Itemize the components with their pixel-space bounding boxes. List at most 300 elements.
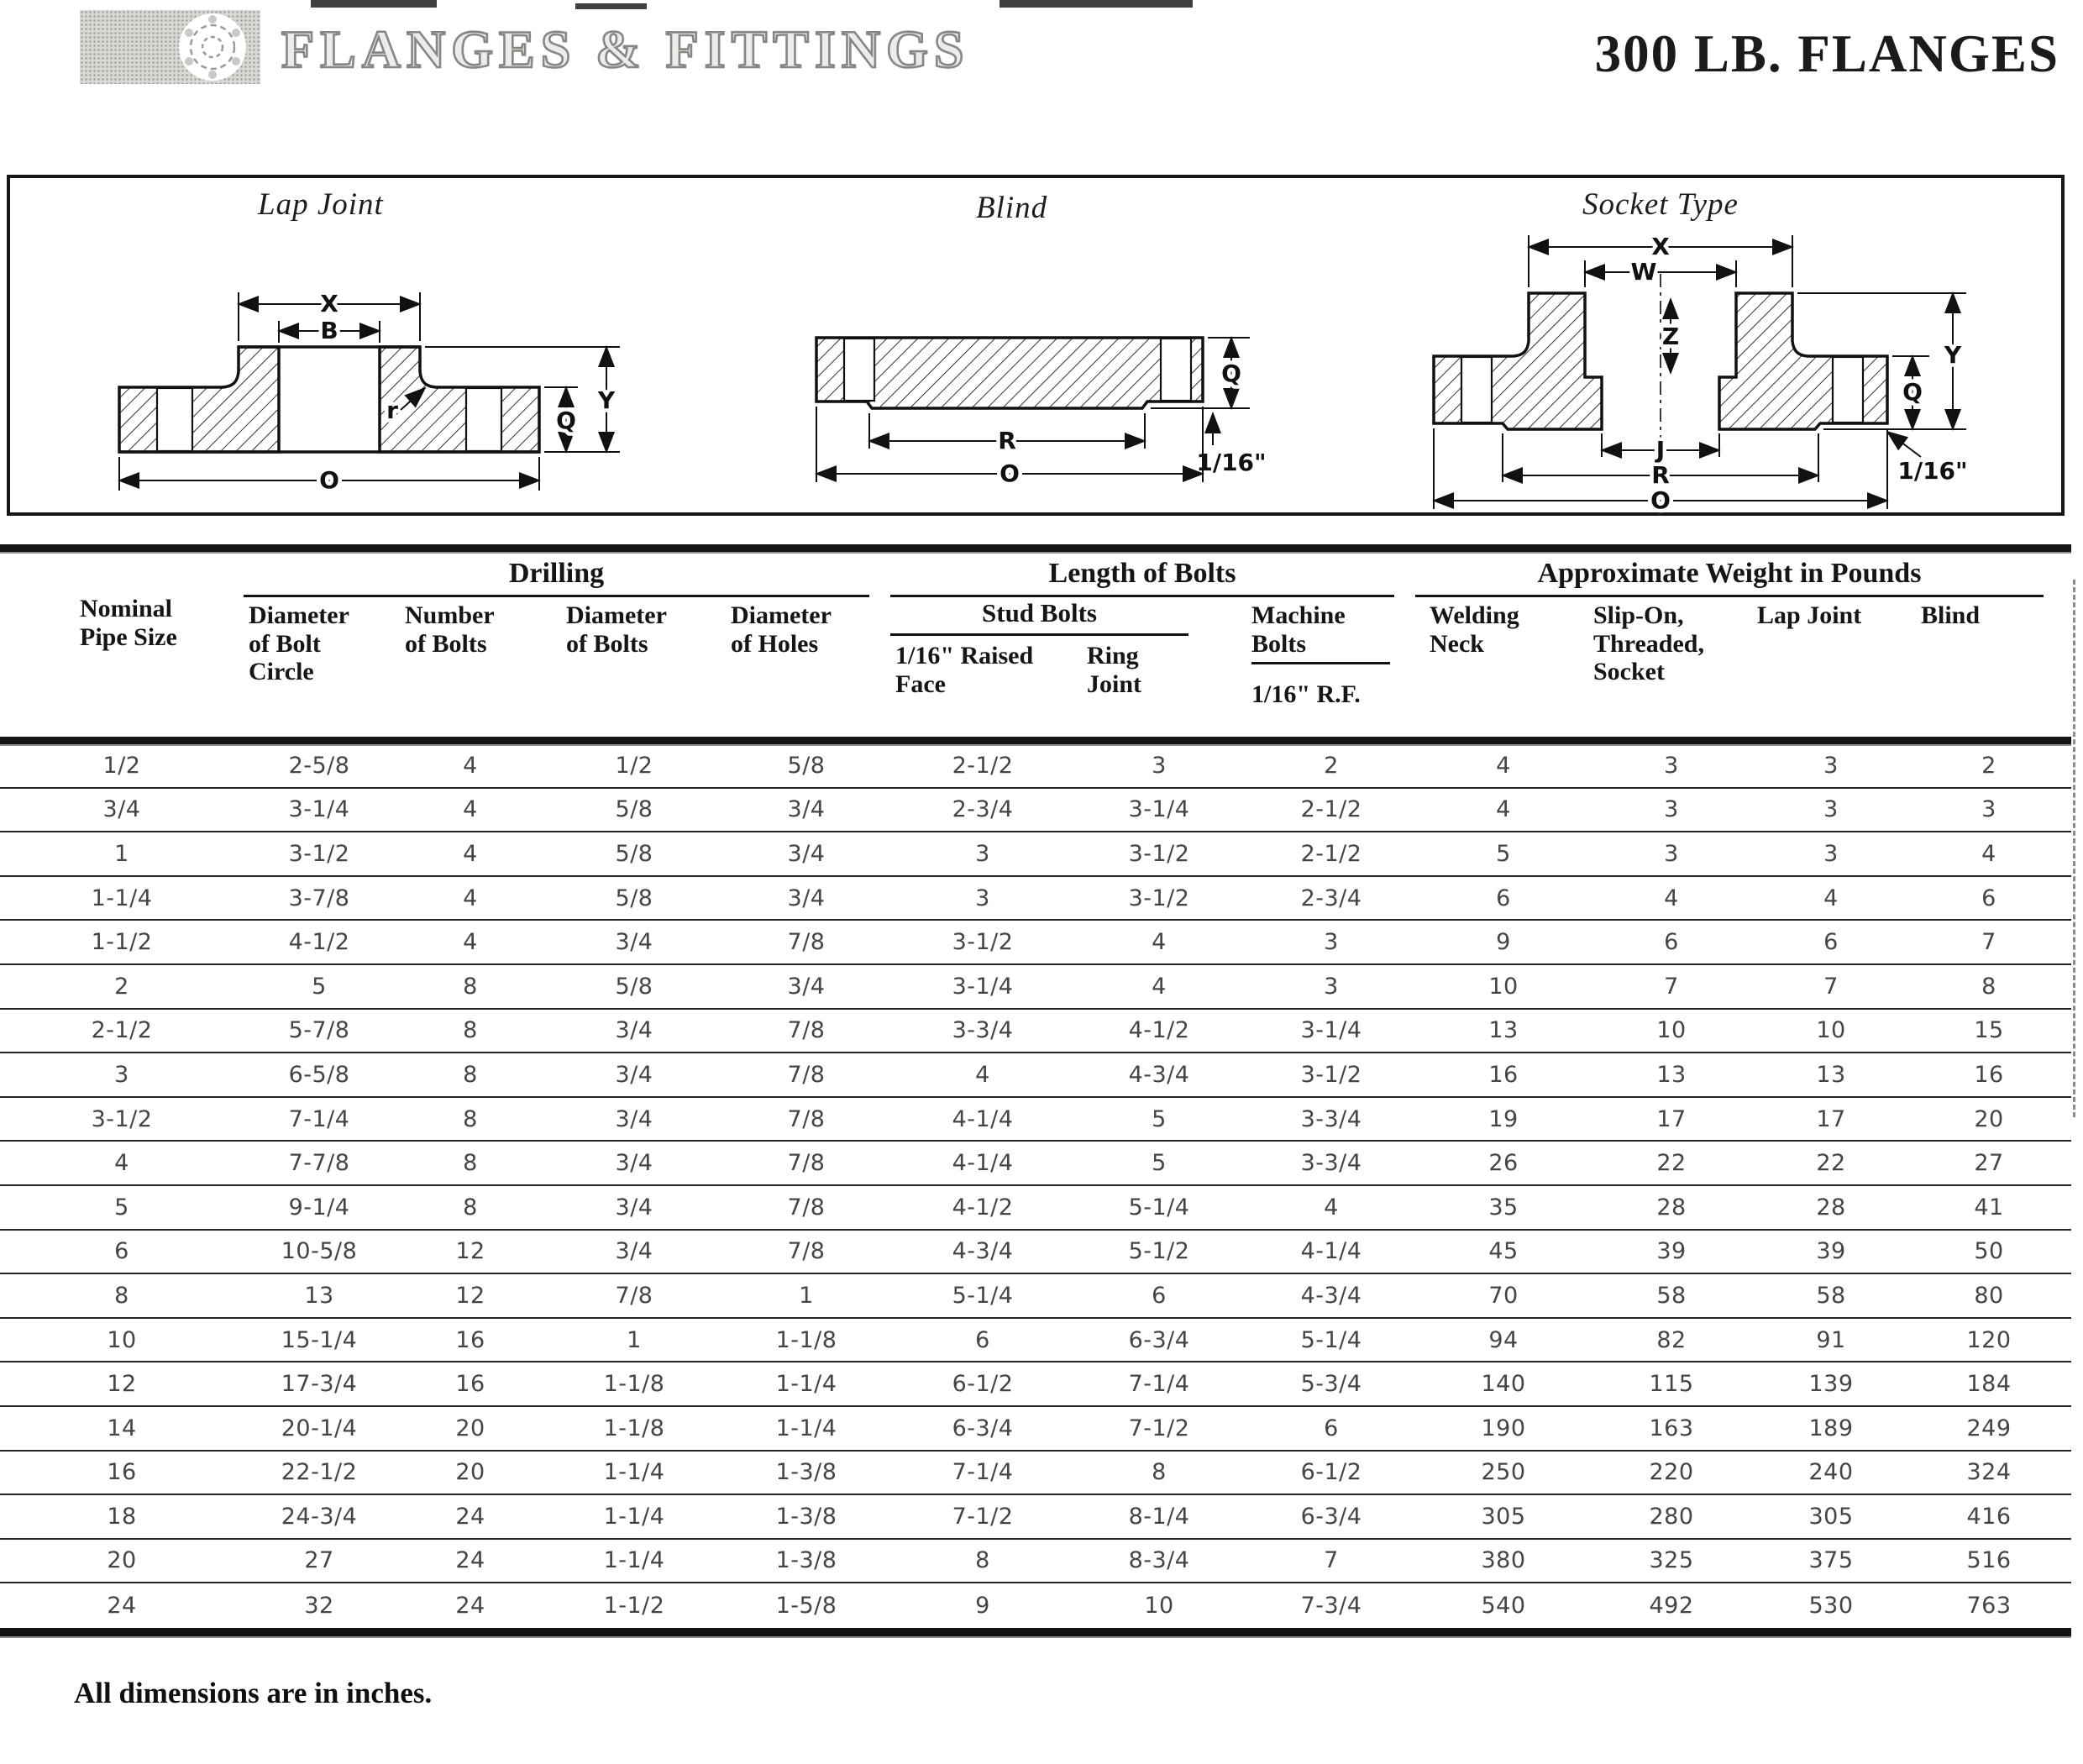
cell: 7 [1324, 1547, 1339, 1574]
dim-j-label: J [1655, 436, 1666, 464]
cell: 7-3/4 [1300, 1593, 1362, 1620]
cell: 4 [1496, 752, 1511, 779]
lap-joint-label: Lap Joint [258, 187, 384, 222]
cell: 2 [1981, 752, 1996, 779]
cell: 3-1/4 [1128, 796, 1190, 823]
cell: 7/8 [787, 1017, 826, 1044]
cell: 2-1/2 [952, 752, 1014, 779]
header-stud-raised-face: 1/16" Raised Face [895, 642, 1034, 698]
cell: 3-3/4 [1300, 1105, 1362, 1132]
cell: 4 [1496, 796, 1511, 823]
cell: 94 [1488, 1326, 1519, 1353]
cell: 4 [463, 929, 478, 956]
cell: 1 [627, 1326, 642, 1353]
cell: 1-3/8 [775, 1547, 837, 1574]
cell: 7/8 [787, 1105, 826, 1132]
dim-y-label: Y [1944, 341, 1962, 369]
cell: 16 [455, 1371, 485, 1398]
scan-artifact [575, 3, 647, 9]
cell: 1-1/8 [603, 1371, 665, 1398]
cell: 5 [1496, 840, 1511, 867]
table-row [0, 1319, 2071, 1363]
cell: 22 [1656, 1150, 1687, 1177]
cell: 20 [455, 1459, 485, 1486]
cell: 4 [1152, 929, 1167, 956]
cell: 5-1/4 [1128, 1194, 1190, 1221]
cell: 4 [114, 1150, 129, 1177]
cell: 5-1/4 [1300, 1326, 1362, 1353]
page-title: 300 LB. FLANGES [1594, 24, 2059, 83]
header-machine-rf: 1/16" R.F. [1251, 680, 1361, 708]
table-row [0, 877, 2071, 921]
cell: 7-1/4 [288, 1105, 350, 1132]
cell: 4-1/4 [1300, 1238, 1362, 1265]
table-row [0, 1540, 2071, 1584]
table-row [0, 1407, 2071, 1452]
cell: 280 [1649, 1503, 1694, 1530]
cell: 8-3/4 [1128, 1547, 1190, 1574]
cell: 530 [1808, 1593, 1854, 1620]
table-header [0, 554, 2071, 737]
cell: 70 [1488, 1282, 1519, 1309]
group-length-of-bolts: Length of Bolts [890, 558, 1394, 597]
blind-diagram [741, 237, 1278, 514]
cell: 2-1/2 [91, 1017, 153, 1044]
cell: 10 [1488, 973, 1519, 1000]
table-row [0, 789, 2071, 833]
dim-r-label: r [386, 396, 398, 424]
cell: 6-5/8 [288, 1061, 350, 1088]
cell: 7 [1823, 973, 1839, 1000]
header-dia-bolts: Diameter of Bolts [566, 601, 667, 658]
cell: 2-1/2 [1300, 796, 1362, 823]
dim-z-label: Z [1661, 323, 1680, 350]
cell: 3-1/4 [1300, 1017, 1362, 1044]
cell: 1-1/2 [91, 929, 153, 956]
cell: 7/8 [787, 1150, 826, 1177]
cell: 26 [1488, 1150, 1519, 1177]
cell: 58 [1816, 1282, 1846, 1309]
cell: 22 [1816, 1150, 1846, 1177]
cell: 8 [463, 1194, 478, 1221]
cell: 39 [1656, 1238, 1687, 1265]
cell: 492 [1649, 1593, 1694, 1620]
diagram-panel [7, 175, 2065, 516]
cell: 1-5/8 [775, 1593, 837, 1620]
socket-type-label: Socket Type [1582, 187, 1739, 222]
cell: 7 [1981, 929, 1996, 956]
cell: 6 [1823, 929, 1839, 956]
header-dia-holes: Diameter of Holes [731, 601, 832, 658]
cell: 7-1/4 [1128, 1371, 1190, 1398]
cell: 8 [463, 1017, 478, 1044]
cell: 120 [1966, 1326, 2012, 1353]
cell: 24 [455, 1503, 485, 1530]
cell: 7/8 [615, 1282, 653, 1309]
scan-artifact [1000, 0, 1193, 8]
cell: 3 [1152, 752, 1167, 779]
cell: 6-1/2 [1300, 1459, 1362, 1486]
cell: 7/8 [787, 929, 826, 956]
cell: 15-1/4 [281, 1326, 358, 1353]
cell: 6 [1664, 929, 1679, 956]
cell: 22-1/2 [281, 1459, 358, 1486]
cell: 6 [1152, 1282, 1167, 1309]
cell: 9-1/4 [288, 1194, 350, 1221]
cell: 763 [1966, 1593, 2012, 1620]
dim-q-label: Q [1902, 378, 1923, 406]
cell: 249 [1966, 1415, 2012, 1441]
cell: 5-1/2 [1128, 1238, 1190, 1265]
cell: 8-1/4 [1128, 1503, 1190, 1530]
dim-w-label: W [1630, 258, 1657, 286]
cell: 10 [1816, 1017, 1846, 1044]
cell: 380 [1481, 1547, 1526, 1574]
scan-artifact [2073, 580, 2075, 1117]
cell: 5/8 [787, 752, 826, 779]
cell: 7/8 [787, 1061, 826, 1088]
dim-o-label: O [1000, 459, 1020, 487]
cell: 4 [1324, 1194, 1339, 1221]
cell: 10 [1656, 1017, 1687, 1044]
table-row [0, 1142, 2071, 1186]
cell: 240 [1808, 1459, 1854, 1486]
cell: 2 [114, 973, 129, 1000]
cell: 4-1/4 [952, 1105, 1014, 1132]
cell: 325 [1649, 1547, 1694, 1574]
cell: 13 [1488, 1017, 1519, 1044]
cell: 8 [463, 1061, 478, 1088]
header-nominal-pipe-size: Nominal Pipe Size [80, 595, 177, 651]
cell: 3-1/2 [1300, 1061, 1362, 1088]
cell: 7/8 [787, 1238, 826, 1265]
cell: 8 [975, 1547, 990, 1574]
cell: 7-1/4 [952, 1459, 1014, 1486]
cell: 3-1/2 [91, 1105, 153, 1132]
cell: 3-3/4 [952, 1017, 1014, 1044]
group-weight: Approximate Weight in Pounds [1415, 558, 2044, 597]
cell: 5-3/4 [1300, 1371, 1362, 1398]
cell: 4 [1823, 885, 1839, 911]
cell: 3/4 [615, 1238, 653, 1265]
cell: 516 [1966, 1547, 2012, 1574]
table-row [0, 1362, 2071, 1407]
cell: 1-3/8 [775, 1459, 837, 1486]
cell: 4-1/2 [952, 1194, 1014, 1221]
cell: 18 [107, 1503, 137, 1530]
cell: 3/4 [615, 1105, 653, 1132]
company-logo [80, 10, 260, 84]
cell: 6 [1496, 885, 1511, 911]
cell: 2-3/4 [952, 796, 1014, 823]
cell: 35 [1488, 1194, 1519, 1221]
cell: 1-3/8 [775, 1503, 837, 1530]
cell: 5/8 [615, 840, 653, 867]
cell: 540 [1481, 1593, 1526, 1620]
cell: 12 [455, 1282, 485, 1309]
cell: 20 [107, 1547, 137, 1574]
cell: 7-1/2 [1128, 1415, 1190, 1441]
cell: 189 [1808, 1415, 1854, 1441]
scan-artifact [311, 0, 437, 8]
cell: 8 [1981, 973, 1996, 1000]
cell: 375 [1808, 1547, 1854, 1574]
header-number-of-bolts: Number of Bolts [405, 601, 495, 658]
dim-x-label: X [1651, 233, 1670, 260]
cell: 3/4 [787, 796, 826, 823]
cell: 2 [1324, 752, 1339, 779]
dim-r-label: R [1651, 461, 1670, 489]
cell: 220 [1649, 1459, 1694, 1486]
cell: 3/4 [615, 1150, 653, 1177]
cell: 50 [1974, 1238, 2004, 1265]
cell: 6 [1981, 885, 1996, 911]
cell: 3 [114, 1061, 129, 1088]
cell: 5 [312, 973, 327, 1000]
cell: 250 [1481, 1459, 1526, 1486]
cell: 3/4 [102, 796, 141, 823]
table-row [0, 1231, 2071, 1275]
cell: 19 [1488, 1105, 1519, 1132]
table-body [0, 744, 2071, 1628]
cell: 3/4 [615, 1017, 653, 1044]
table-row [0, 744, 2071, 789]
cell: 1 [799, 1282, 814, 1309]
cell: 3/4 [787, 885, 826, 911]
cell: 3 [1664, 840, 1679, 867]
cell: 20 [1974, 1105, 2004, 1132]
cell: 39 [1816, 1238, 1846, 1265]
cell: 305 [1481, 1503, 1526, 1530]
header-ring-joint: Ring Joint [1087, 642, 1142, 698]
cell: 6-3/4 [952, 1415, 1014, 1441]
cell: 3 [1823, 840, 1839, 867]
cell: 8 [463, 1150, 478, 1177]
cell: 4 [1152, 973, 1167, 1000]
header-lap-joint: Lap Joint [1757, 601, 1862, 629]
header-welding-neck: Welding Neck [1430, 601, 1519, 658]
cell: 2-1/2 [1300, 840, 1362, 867]
cell: 13 [1656, 1061, 1687, 1088]
cell: 6 [114, 1238, 129, 1265]
table-row [0, 1186, 2071, 1231]
cell: 8 [463, 973, 478, 1000]
cell: 6-1/2 [952, 1371, 1014, 1398]
table-row [0, 1495, 2071, 1540]
socket-type-diagram [1375, 180, 2013, 516]
cell: 3/4 [787, 840, 826, 867]
cell: 6-3/4 [1300, 1503, 1362, 1530]
table-row [0, 1583, 2071, 1628]
cell: 45 [1488, 1238, 1519, 1265]
flange-logo-icon [80, 10, 260, 84]
cell: 24-3/4 [281, 1503, 358, 1530]
cell: 5 [1152, 1150, 1167, 1177]
cell: 16 [1974, 1061, 2004, 1088]
cell: 7/8 [787, 1194, 826, 1221]
cell: 28 [1656, 1194, 1687, 1221]
cell: 3-1/2 [288, 840, 350, 867]
cell: 4 [463, 752, 478, 779]
group-drilling: Drilling [244, 558, 869, 597]
cell: 1-1/4 [603, 1459, 665, 1486]
cell: 4 [1664, 885, 1679, 911]
cell: 2-3/4 [1300, 885, 1362, 911]
cell: 6 [1324, 1415, 1339, 1441]
lap-joint-diagram [69, 232, 648, 509]
cell: 3-3/4 [1300, 1150, 1362, 1177]
cell: 12 [455, 1238, 485, 1265]
cell: 305 [1808, 1503, 1854, 1530]
cell: 10-5/8 [281, 1238, 358, 1265]
cell: 4-1/2 [1128, 1017, 1190, 1044]
cell: 28 [1816, 1194, 1846, 1221]
cell: 163 [1649, 1415, 1694, 1441]
cell: 5-1/4 [952, 1282, 1014, 1309]
dim-y-label: Y [597, 386, 616, 414]
cell: 3 [1324, 929, 1339, 956]
dim-q-label: Q [556, 407, 576, 434]
cell: 13 [304, 1282, 334, 1309]
cell: 8 [114, 1282, 129, 1309]
cell: 12 [107, 1371, 137, 1398]
cell: 3/4 [615, 1194, 653, 1221]
cell: 1-1/4 [603, 1503, 665, 1530]
cell: 1 [114, 840, 129, 867]
cell: 91 [1816, 1326, 1846, 1353]
cell: 3 [1981, 796, 1996, 823]
cell: 6 [975, 1326, 990, 1353]
cell: 17-3/4 [281, 1371, 358, 1398]
cell: 7-7/8 [288, 1150, 350, 1177]
header-slip-on: Slip-On, Threaded, Socket [1593, 601, 1704, 686]
dim-b-label: B [320, 317, 338, 344]
cell: 17 [1816, 1105, 1846, 1132]
cell: 3 [975, 840, 990, 867]
cell: 1-1/4 [775, 1371, 837, 1398]
cell: 1/2 [102, 752, 141, 779]
cell: 3 [1823, 796, 1839, 823]
cell: 16 [1488, 1061, 1519, 1088]
cell: 82 [1656, 1326, 1687, 1353]
table-row [0, 1274, 2071, 1319]
dim-sixteenth-label: 1/16" [1897, 457, 1968, 485]
cell: 32 [304, 1593, 334, 1620]
cell: 4 [463, 885, 478, 911]
cell: 416 [1966, 1503, 2012, 1530]
cell: 3/4 [787, 973, 826, 1000]
cell: 14 [107, 1415, 137, 1441]
dim-o-label: O [319, 466, 339, 494]
cell: 139 [1808, 1371, 1854, 1398]
table-row [0, 832, 2071, 877]
cell: 8 [463, 1105, 478, 1132]
cell: 1/2 [615, 752, 653, 779]
cell: 5 [1152, 1105, 1167, 1132]
cell: 7-1/2 [952, 1503, 1014, 1530]
cell: 1-1/4 [91, 885, 153, 911]
cell: 5/8 [615, 796, 653, 823]
dim-x-label: X [320, 290, 338, 318]
cell: 115 [1649, 1371, 1694, 1398]
cell: 20 [455, 1415, 485, 1441]
brand-title: FLANGES & FITTINGS [281, 19, 970, 79]
cell: 4-3/4 [1128, 1061, 1190, 1088]
cell: 3-1/2 [1128, 885, 1190, 911]
cell: 2-5/8 [288, 752, 350, 779]
cell: 140 [1481, 1371, 1526, 1398]
cell: 184 [1966, 1371, 2012, 1398]
cell: 3-1/2 [952, 929, 1014, 956]
cell: 3 [1664, 796, 1679, 823]
cell: 58 [1656, 1282, 1687, 1309]
cell: 1-1/2 [603, 1593, 665, 1620]
cell: 27 [1974, 1150, 2004, 1177]
table-row [0, 1010, 2071, 1054]
cell: 4-1/2 [288, 929, 350, 956]
dim-o-label: O [1650, 486, 1671, 514]
cell: 4 [1981, 840, 1996, 867]
cell: 6-3/4 [1128, 1326, 1190, 1353]
cell: 190 [1481, 1415, 1526, 1441]
table-row [0, 965, 2071, 1010]
table-row [0, 1452, 2071, 1496]
cell: 7 [1664, 973, 1679, 1000]
cell: 3/4 [615, 929, 653, 956]
cell: 41 [1974, 1194, 2004, 1221]
cell: 5/8 [615, 973, 653, 1000]
cell: 3 [1823, 752, 1839, 779]
cell: 16 [107, 1459, 137, 1486]
cell: 1-1/4 [603, 1547, 665, 1574]
cell: 9 [975, 1593, 990, 1620]
cell: 13 [1816, 1061, 1846, 1088]
group-stud-bolts: Stud Bolts [890, 598, 1188, 636]
cell: 5/8 [615, 885, 653, 911]
cell: 24 [107, 1593, 137, 1620]
cell: 4-1/4 [952, 1150, 1014, 1177]
cell: 324 [1966, 1459, 2012, 1486]
cell: 1-1/4 [775, 1415, 837, 1441]
cell: 16 [455, 1326, 485, 1353]
cell: 5 [114, 1194, 129, 1221]
table-row [0, 1098, 2071, 1142]
cell: 1-1/8 [603, 1415, 665, 1441]
cell: 3 [1664, 752, 1679, 779]
dim-sixteenth-label: 1/16" [1196, 449, 1267, 476]
cell: 3 [975, 885, 990, 911]
cell: 27 [304, 1547, 334, 1574]
cell: 3-1/4 [288, 796, 350, 823]
table-top-rule [0, 544, 2071, 554]
table-row [0, 1053, 2071, 1098]
cell: 3-1/2 [1128, 840, 1190, 867]
dim-q-label: Q [1221, 360, 1241, 387]
cell: 3-7/8 [288, 885, 350, 911]
cell: 15 [1974, 1017, 2004, 1044]
cell: 4-3/4 [952, 1238, 1014, 1265]
cell: 3 [1324, 973, 1339, 1000]
cell: 20-1/4 [281, 1415, 358, 1441]
cell: 17 [1656, 1105, 1687, 1132]
header-machine-bolts: Machine Bolts [1251, 601, 1390, 664]
blind-label: Blind [976, 191, 1048, 225]
cell: 5-7/8 [288, 1017, 350, 1044]
cell: 24 [455, 1593, 485, 1620]
table-row [0, 921, 2071, 965]
cell: 24 [455, 1547, 485, 1574]
cell: 3-1/4 [952, 973, 1014, 1000]
